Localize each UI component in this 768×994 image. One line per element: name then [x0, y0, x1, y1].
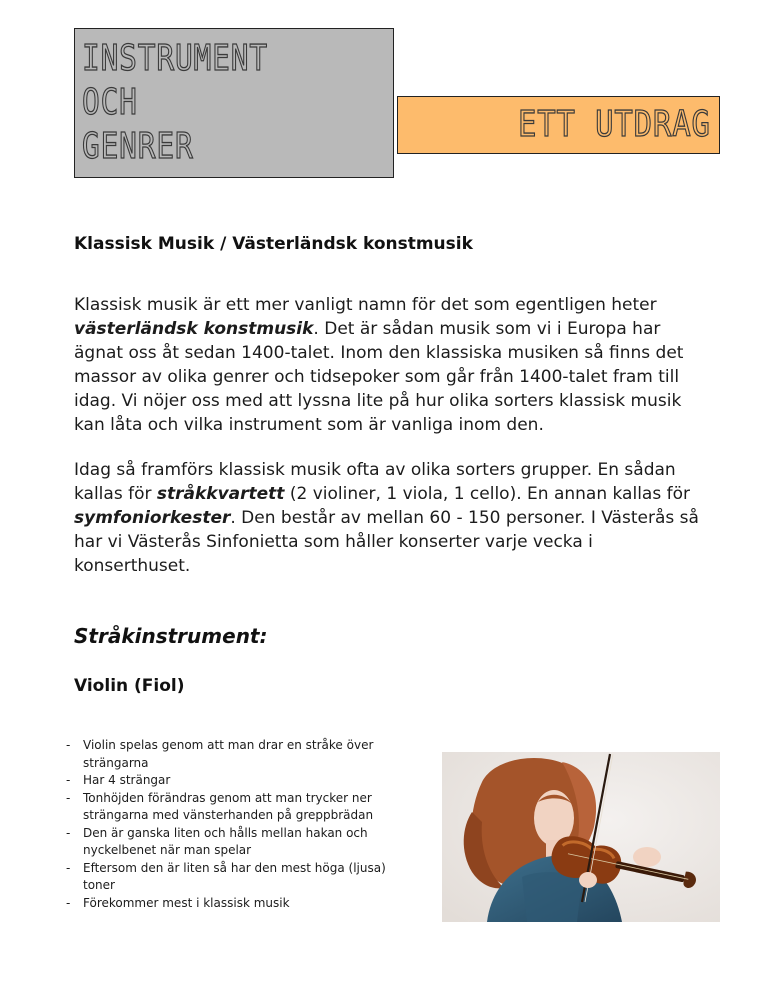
violin-heading: Violin (Fiol) — [74, 676, 185, 696]
title-box — [74, 28, 394, 178]
title-line-3: GENRER — [82, 126, 194, 167]
bullet-dash: - — [66, 790, 71, 805]
list-item-text: Förekommer mest i klassisk musik — [83, 895, 290, 910]
violinist-photo — [442, 752, 720, 922]
paragraph-ensembles-part2: (2 violiner, 1 viola, 1 cello). En annan kallas för — [284, 484, 690, 504]
term-symfoniorkester: symfoniorkester — [74, 508, 231, 528]
subtitle: ETT UTDRAG — [518, 104, 711, 145]
list-item — [66, 895, 396, 913]
list-item-text: Violin spelas genom att man drar en stråke över strängarna — [83, 738, 374, 770]
violinist-illustration — [442, 752, 720, 922]
list-item — [66, 825, 396, 860]
section-heading: Klassisk Musik / Västerländsk konstmusik — [74, 234, 473, 254]
term-strakkvartett: stråkkvartett — [156, 484, 285, 504]
title-line-2: OCH — [82, 82, 138, 123]
list-item-text: Har 4 strängar — [83, 773, 171, 787]
list-item-text: Den är ganska liten och hålls mellan hakan och nyckelbenet när man spelar — [83, 825, 368, 857]
bullet-dash: - — [66, 860, 71, 875]
bullet-dash: - — [66, 773, 71, 787]
bullet-dash: - — [66, 825, 71, 840]
paragraph-intro-part1: Klassisk musik är ett mer vanligt namn för det som egentligen heter — [74, 295, 657, 315]
paragraph-ensembles — [74, 458, 714, 578]
title-line-1: INSTRUMENT — [82, 38, 268, 79]
list-item — [66, 790, 396, 825]
list-item-text: Eftersom den är liten så har den mest höga (ljusa) toner — [83, 860, 386, 892]
bullet-dash: - — [66, 738, 71, 752]
list-item — [66, 772, 396, 790]
term-konstmusik: västerländsk konstmusik — [74, 319, 314, 339]
bullet-dash: - — [66, 895, 71, 910]
list-item — [66, 860, 396, 895]
paragraph-ensembles-part3: . Den består av mellan 60 - 150 personer. I Västerås så har vi Västerås Sinfonietta som håller konserter varje vecka i konserthuset. — [74, 508, 699, 576]
instruments-heading: Stråkinstrument: — [74, 624, 268, 648]
list-item-text: Tonhöjden förändras genom att man trycker ner strängarna med vänsterhanden på greppbrädan — [83, 790, 374, 822]
paragraph-intro — [74, 293, 714, 437]
violin-facts-list — [66, 737, 396, 912]
list-item — [66, 737, 396, 772]
paragraph-intro-part2: . Det är sådan musik som vi i Europa har ägnat oss åt sedan 1400-talet. Inom den klassiska musiken så finns det massor av olika genrer och tidsepoker som går från 1400-talet fram till idag. Vi nöjer oss med att lyssna lite på hur olika sorters klassisk musik kan låta och vilka instrument som är vanliga inom den. — [74, 319, 684, 435]
paragraph-ensembles-part1: Idag så framförs klassisk musik ofta av olika sorters grupper. En sådan kallas för — [74, 460, 676, 504]
subtitle-box — [397, 96, 720, 154]
